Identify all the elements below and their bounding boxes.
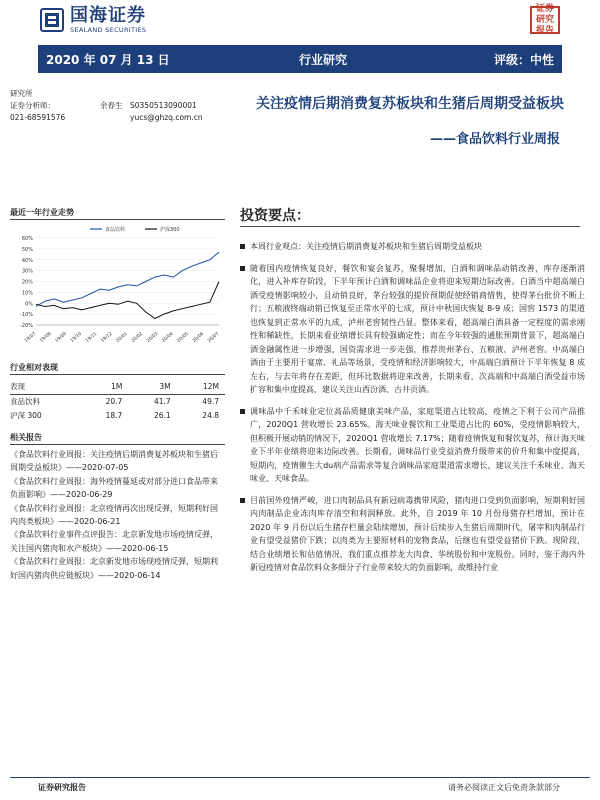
report-banner bbox=[38, 45, 562, 73]
report-type: 行业研究 bbox=[298, 52, 347, 67]
paragraph-text: 本周行业观点：关注疫情后期消费复苏板块和生猪后周期受益板块 bbox=[250, 242, 482, 251]
reports-heading: 相关报告 bbox=[10, 433, 42, 442]
main-paragraph bbox=[240, 240, 585, 254]
table-header-cell: 表现 bbox=[10, 380, 80, 394]
x-tick-label: 19/08 bbox=[39, 331, 53, 344]
table-cell: 24.8 bbox=[202, 410, 219, 420]
analyst-email[interactable]: yucs@ghzq.com.cn bbox=[130, 113, 203, 122]
footer-left: 证券研究报告 bbox=[38, 783, 86, 792]
table-cell: 49.7 bbox=[202, 396, 219, 406]
dept: 研究所 bbox=[10, 89, 33, 98]
table-cell: 26.1 bbox=[153, 410, 171, 420]
x-tick-label: 19/12 bbox=[100, 331, 114, 344]
footer-right: 请务必阅读正文后免责条款部分 bbox=[448, 783, 560, 792]
divider bbox=[10, 444, 225, 445]
main-paragraph bbox=[240, 494, 585, 575]
y-tick-label: -10% bbox=[20, 312, 33, 319]
x-tick-label: 20/05 bbox=[176, 331, 190, 344]
table-cell: 20.7 bbox=[105, 396, 123, 406]
divider bbox=[240, 226, 580, 227]
x-tick-label: 19/09 bbox=[54, 331, 68, 344]
analyst-cert: S0350513090001 bbox=[130, 101, 197, 110]
bullet-icon bbox=[240, 262, 250, 397]
paragraph-text: 随着国内疫情恢复良好，餐饮和宴会复苏，聚餐增加，白酒和调味品动销改善，库存逐渐消化，进入补库存阶段，下半年预计白酒和调味品企业将迎来短期边际改善。白酒当中超高端白酒受疫情影响较小，且动销良好，茅台较强的提价预期促使经销商惜售，使得茅台批价不断上行；五粮液终端动销已恢复至正常水平的七成，预计中秋国庆恢复 8-9 成；国窖 1573 的渠道也恢复到正常水平的九成，泸州老窖韧性凸显。整体来看，超高端白酒具备一定程度的需求刚性和稀缺性，长期来看业绩增长具有较强确定性；而在今年较强的通胀预期背景下，超高端白酒金融属性进一步增强，国资需求进一步走强，推荐贵州茅台、五粮液、泸州老窖。中高端白酒由于主要用于宴席、礼品等场景，受疫情和经济影响较大，中高端白酒预计下半年恢复 8 成左右，与去年将存在差距，但环比数据将迎来改善，长期来看，次高端和中高端白酒受益市场扩容和集中度提高，建议关注山西汾酒、古井贡酒。 bbox=[250, 263, 585, 394]
table-row bbox=[10, 408, 225, 422]
bullet-icon bbox=[240, 405, 250, 486]
title-block bbox=[240, 90, 580, 147]
y-tick-label: 0% bbox=[25, 301, 33, 308]
y-tick-label: 20% bbox=[21, 279, 33, 286]
related-report-item[interactable]: 《食品饮料行业周报：关注疫情后期消费复苏板块和生猪后周期受益板块》——2020-07-05 bbox=[10, 450, 218, 473]
x-tick-label: 20/03 bbox=[146, 331, 160, 344]
y-tick-label: 60% bbox=[21, 236, 33, 242]
y-tick-label: 10% bbox=[21, 290, 33, 297]
x-tick-label: 20/07 bbox=[207, 331, 221, 344]
report-rating: 评级：中性 bbox=[493, 52, 554, 67]
divider bbox=[10, 777, 590, 778]
table-cell: 41.7 bbox=[153, 396, 171, 406]
table-header-cell: 12M bbox=[177, 380, 225, 394]
report-stamp: 证券研究报告 bbox=[530, 6, 560, 34]
related-report-item[interactable]: 《食品饮料行业周报：北京疫情再次出现反弹，短期利好国内肉类板块》——2020-06-21 bbox=[10, 503, 218, 527]
x-tick-label: 19/11 bbox=[85, 331, 99, 344]
table-header-cell: 1M bbox=[80, 380, 128, 394]
bullet-icon bbox=[240, 494, 250, 575]
related-report-item[interactable]: 《食品饮料行业周报：海外疫情蔓延或对部分进口食品带来负面影响》——2020-06-29 bbox=[10, 476, 218, 500]
analyst-name: 余春生 bbox=[100, 101, 123, 110]
y-tick-label: 50% bbox=[21, 246, 33, 253]
logo-en: SEALAND SECURITIES bbox=[70, 26, 147, 34]
perf-heading: 行业相对表现 bbox=[10, 363, 58, 372]
x-tick-label: 20/01 bbox=[115, 331, 129, 344]
analyst-phone: 021-68591576 bbox=[10, 113, 66, 122]
report-title: 关注疫情后期消费复苏板块和生猪后周期受益板块 bbox=[256, 96, 564, 112]
page-header bbox=[0, 0, 600, 40]
paragraph-text: 目前国外疫情严峻，进口肉制品具有新冠病毒携带风险，猪肉进口受到负面影响，短期利好国内肉制品企业冻肉库存清空和利润释放。此外，自 2019 年 10 月份母猪存栏增加，预计在 2020 年 9 月份以后生猪存栏量会陆续增加，预计后续步入生猪后周期时代，屠宰和肉制品行业有望受益猪价下跌；以肉类为主要原材料的宠物食品，后继也有望受益猪价下跌。现阶段，结合业绩增长和估值情况，我们重点推荐龙大肉食、华统股份和中宠股份。同时，鉴于海内外新冠疫情对食品饮料众多细分子行业带来较大的负面影响，故维持行业 bbox=[250, 495, 585, 572]
legend-label: 食品饮料 bbox=[105, 227, 126, 233]
series-line-0 bbox=[36, 252, 219, 306]
series-line-1 bbox=[36, 282, 219, 319]
x-tick-label: 20/02 bbox=[130, 331, 145, 344]
report-subtitle: ——食品饮料行业周报 bbox=[429, 132, 560, 147]
table-row bbox=[10, 394, 225, 408]
table-cell: 18.7 bbox=[105, 410, 123, 420]
logo-mark-icon bbox=[40, 8, 64, 32]
perf-table bbox=[10, 380, 225, 422]
main-paragraph bbox=[240, 405, 585, 486]
x-tick-label: 20/04 bbox=[161, 331, 175, 344]
report-date: 2020 年 07 月 13 日 bbox=[46, 52, 170, 67]
divider bbox=[10, 374, 225, 375]
x-tick-label: 19/10 bbox=[69, 331, 84, 344]
x-tick-label: 19/07 bbox=[24, 331, 38, 344]
related-reports bbox=[10, 448, 225, 582]
brand-logo bbox=[40, 6, 146, 34]
x-tick-label: 20/06 bbox=[191, 331, 206, 344]
table-cell: 食品饮料 bbox=[10, 396, 40, 406]
logo-cn: 国海证券 bbox=[70, 5, 146, 26]
bullet-icon bbox=[240, 240, 250, 254]
trend-chart bbox=[10, 222, 225, 347]
table-header-cell: 3M bbox=[128, 380, 176, 394]
trend-heading: 最近一年行业走势 bbox=[10, 208, 74, 217]
paragraph-text: 调味品中千禾味业定位高品质健康美味产品，家庭渠道占比较高，疫情之下利于公司产品推广，2020Q1 营收增长 23.65%。海天味业餐饮和工业渠道占比的 60%，受疫情影响较大，但积极开展动销的情况下，2020Q1 营收增长 7.17%；随着疫情恢复和餐饮复苏，预计海天味业下半年业绩将迎来边际改善。长期看，调味品行业受益消费升级带来的价升和集中度提高，短期内，疫情催生大du病产品需求等复合调味品家庭渠道需求增长，建议关注千禾味业、海天味业、天味食品。 bbox=[250, 406, 585, 483]
y-tick-label: 40% bbox=[21, 257, 33, 264]
related-report-item[interactable]: 《食品饮料行业周报：北京新发地市场现疫情反弹，短期利好国内猪肉供应链板块》——2020-06-14 bbox=[10, 557, 218, 580]
table-cell: 沪深 300 bbox=[10, 410, 42, 420]
analyst-label: 证券分析师： bbox=[10, 101, 55, 110]
main-body bbox=[240, 240, 585, 583]
analyst-info bbox=[10, 88, 210, 124]
table-header-row bbox=[10, 380, 225, 394]
divider bbox=[10, 219, 225, 220]
y-tick-label: 30% bbox=[21, 268, 33, 275]
main-heading: 投资要点： bbox=[240, 208, 310, 224]
legend-label: 沪深300 bbox=[160, 227, 180, 233]
y-tick-label: -20% bbox=[20, 323, 33, 329]
trend-chart-svg bbox=[10, 222, 225, 347]
related-report-item[interactable]: 《食品饮料行业事件点评报告：北京新发地市场疫情反弹，关注国内猪肉和水产板块》——2020-06-15 bbox=[10, 530, 218, 553]
main-paragraph bbox=[240, 262, 585, 397]
